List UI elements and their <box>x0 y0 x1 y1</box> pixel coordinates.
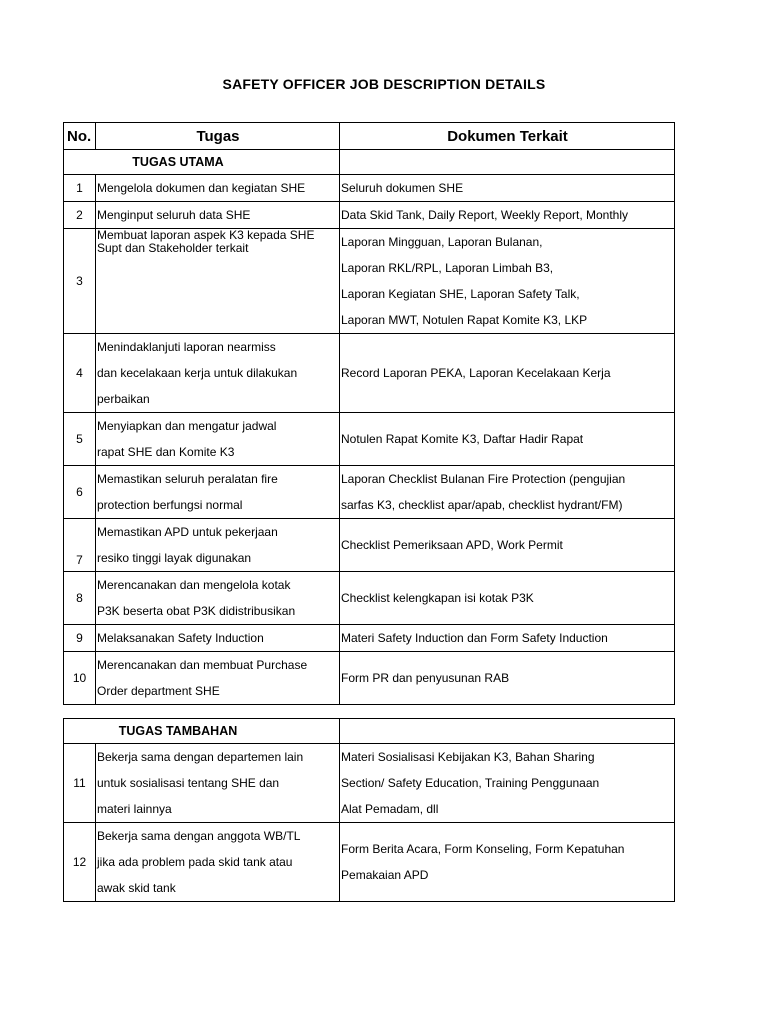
task-text-line: perbaikan <box>97 392 150 406</box>
document-cell <box>340 744 675 823</box>
task-cell <box>96 744 340 823</box>
header-no: No. <box>64 123 96 150</box>
task-text-line: P3K beserta obat P3K didistribusikan <box>97 604 296 618</box>
task-cell <box>96 229 340 334</box>
section-empty-cell <box>340 150 675 175</box>
document-text-line: Laporan Kegiatan SHE, Laporan Safety Talk, <box>341 287 580 301</box>
section-label-tambahan: TUGAS TAMBAHAN <box>64 719 340 744</box>
table-row <box>64 652 675 705</box>
table-row <box>64 202 675 229</box>
task-text-line: Mengelola dokumen dan kegiatan SHE <box>97 181 306 195</box>
task-text-line: Order department SHE <box>97 684 220 698</box>
task-text-line: rapat SHE dan Komite K3 <box>97 445 235 459</box>
document-cell <box>340 823 675 902</box>
document-text-line: Laporan RKL/RPL, Laporan Limbah B3, <box>341 261 554 275</box>
table-row <box>64 519 675 572</box>
task-cell <box>96 202 340 229</box>
task-text-line: Melaksanakan Safety Induction <box>97 631 264 645</box>
table-row <box>64 175 675 202</box>
header-tugas: Tugas <box>96 123 340 150</box>
section-row <box>64 150 675 175</box>
task-text-line: dan kecelakaan kerja untuk dilakukan <box>97 366 298 380</box>
task-cell <box>96 413 340 466</box>
document-text-line: Notulen Rapat Komite K3, Daftar Hadir Rapat <box>341 432 584 446</box>
task-text-line: resiko tinggi layak digunakan <box>97 551 252 565</box>
document-text-line: Section/ Safety Education, Training Penggunaan <box>341 776 600 790</box>
document-text-line: Laporan MWT, Notulen Rapat Komite K3, LKP <box>341 313 588 327</box>
document-cell <box>340 652 675 705</box>
task-text-line: Memastikan seluruh peralatan fire <box>97 472 278 486</box>
task-text-line: awak skid tank <box>97 881 176 895</box>
document-cell <box>340 229 675 334</box>
row-number: 3 <box>64 229 96 334</box>
document-text-line: Form Berita Acara, Form Konseling, Form Kepatuhan <box>341 842 625 856</box>
row-number: 1 <box>64 175 96 202</box>
document-cell <box>340 175 675 202</box>
row-number: 12 <box>64 823 96 902</box>
task-text-line: Menginput seluruh data SHE <box>97 208 251 222</box>
task-cell <box>96 652 340 705</box>
task-text-line: protection berfungsi normal <box>97 498 243 512</box>
row-number: 2 <box>64 202 96 229</box>
task-text-line: Menyiapkan dan mengatur jadwal <box>97 419 277 433</box>
document-text-line: Record Laporan PEKA, Laporan Kecelakaan Kerja <box>341 366 611 380</box>
document-text-line: Form PR dan penyusunan RAB <box>341 671 510 685</box>
document-text-line: Pemakaian APD <box>341 868 429 882</box>
task-text-line: Memastikan APD untuk pekerjaan <box>97 525 278 539</box>
document-text-line: Materi Sosialisasi Kebijakan K3, Bahan Sharing <box>341 750 595 764</box>
document-text-line: Data Skid Tank, Daily Report, Weekly Report, Monthly <box>341 208 629 222</box>
task-text-line: untuk sosialisasi tentang SHE dan <box>97 776 280 790</box>
document-cell <box>340 625 675 652</box>
header-dokumen: Dokumen Terkait <box>340 123 675 150</box>
section-empty-cell <box>340 719 675 744</box>
task-cell <box>96 466 340 519</box>
document-text-line: Laporan Checklist Bulanan Fire Protection (pengujian <box>341 472 626 486</box>
task-cell <box>96 334 340 413</box>
task-cell <box>96 175 340 202</box>
task-text-line: Bekerja sama dengan anggota WB/TL <box>97 829 301 843</box>
document-text-line: Checklist kelengkapan isi kotak P3K <box>341 591 534 605</box>
document-cell <box>340 334 675 413</box>
document-text-line: Laporan Mingguan, Laporan Bulanan, <box>341 235 543 249</box>
row-number: 5 <box>64 413 96 466</box>
document-text-line: Checklist Pemeriksaan APD, Work Permit <box>341 538 563 552</box>
document-cell <box>340 466 675 519</box>
task-text-line: Supt dan Stakeholder terkait <box>97 241 249 255</box>
task-text-line: materi lainnya <box>97 802 172 816</box>
task-text-line: Membuat laporan aspek K3 kepada SHE <box>97 228 315 242</box>
table-row <box>64 572 675 625</box>
table-row <box>64 413 675 466</box>
document-text-line: sarfas K3, checklist apar/apab, checklist hydrant/FM) <box>341 498 623 512</box>
table-row <box>64 229 675 334</box>
document-text-line: Seluruh dokumen SHE <box>341 181 464 195</box>
additional-task-table <box>63 718 675 902</box>
task-text-line: Merencanakan dan membuat Purchase <box>97 658 308 672</box>
document-cell <box>340 519 675 572</box>
document-text-line: Materi Safety Induction dan Form Safety Induction <box>341 631 608 645</box>
page-title: SAFETY OFFICER JOB DESCRIPTION DETAILS <box>222 76 546 92</box>
row-number: 4 <box>64 334 96 413</box>
task-cell <box>96 823 340 902</box>
row-number: 11 <box>64 744 96 823</box>
table-header-row <box>64 123 675 150</box>
task-text-line: Menindaklanjuti laporan nearmiss <box>97 340 276 354</box>
table-row <box>64 466 675 519</box>
task-cell <box>96 625 340 652</box>
table-row <box>64 744 675 823</box>
table-row <box>64 334 675 413</box>
row-number: 8 <box>64 572 96 625</box>
document-cell <box>340 572 675 625</box>
row-number: 9 <box>64 625 96 652</box>
task-cell <box>96 519 340 572</box>
document-cell <box>340 202 675 229</box>
task-cell <box>96 572 340 625</box>
task-text-line: Bekerja sama dengan departemen lain <box>97 750 304 764</box>
document-cell <box>340 413 675 466</box>
row-number: 10 <box>64 652 96 705</box>
main-task-table <box>63 122 675 705</box>
section-row <box>64 719 675 744</box>
table-row <box>64 625 675 652</box>
row-number: 7 <box>64 519 96 572</box>
row-number: 6 <box>64 466 96 519</box>
section-label-utama: TUGAS UTAMA <box>64 150 340 175</box>
task-text-line: jika ada problem pada skid tank atau <box>97 855 293 869</box>
table-row <box>64 823 675 902</box>
document-text-line: Alat Pemadam, dll <box>341 802 439 816</box>
task-text-line: Merencanakan dan mengelola kotak <box>97 578 291 592</box>
